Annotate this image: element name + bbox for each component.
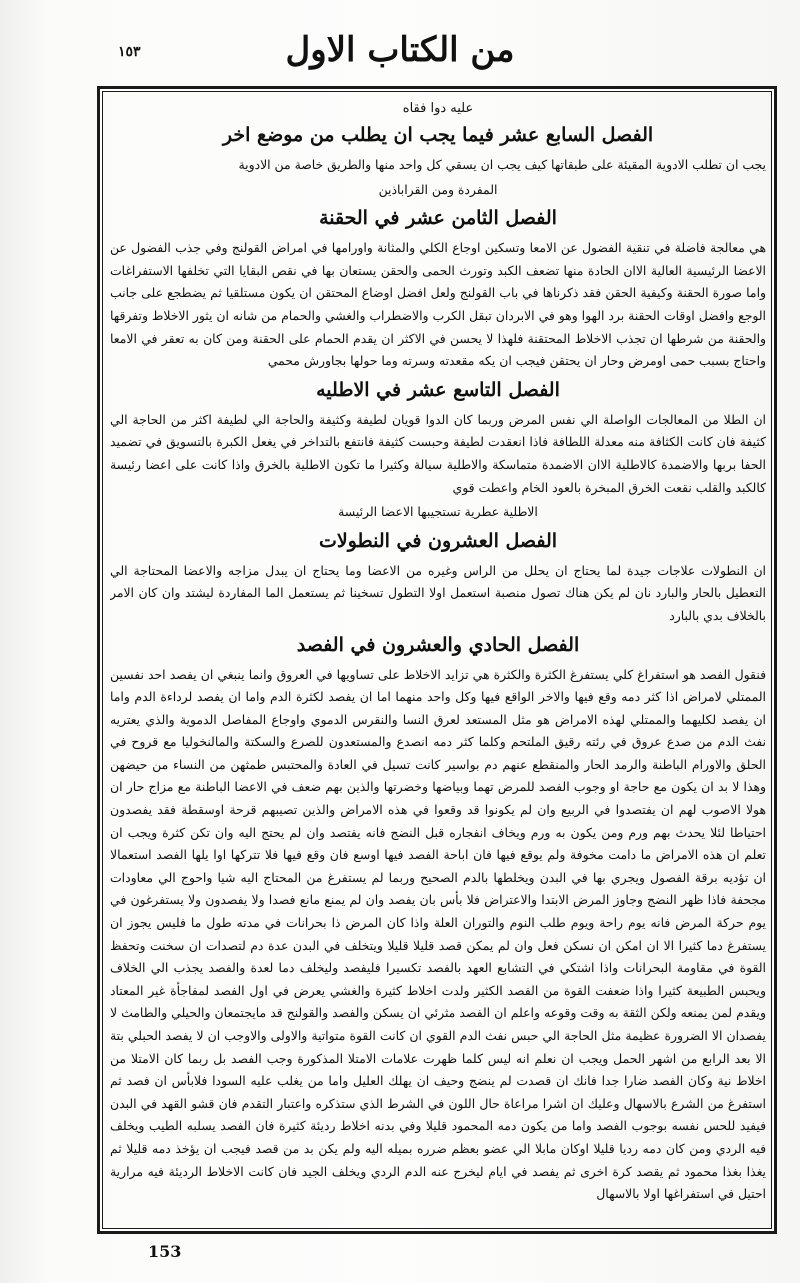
section-heading: الفصل الثامن عشر في الحقنة: [319, 207, 557, 230]
running-head: من الكتاب الاول: [285, 30, 515, 70]
catchword: عليه دوا فقاه: [402, 101, 474, 116]
bottom-folio: 153: [148, 1242, 182, 1261]
paragraph: هي معالجة فاضلة في تنقية الفضول عن الامعا وتسكين اوجاع الكلي والمثانة واورامها في امراض القولنج وفي جذب الفضول عن الاعضا الرئيسية العالية الاان الحادة منها تضعف الكبد وتورث الحمى والحقن يستعان بها في نقص البقايا التي تخلفها الاستفراغات واما صورة الحقنة وكيفية الحقن فقد ذكرناها في باب القولنج ولعل افضل اوضاع المحتقن ان يكون مستلقيا ثم يضطجع على جانب الوجع وافضل اوقات الحقنة برد الهوا وهو في الابردان تبقل الكرب والاضطراب والغشي والحمام من شانه ان يثور الاخلاط وتفرقها والحقنة من شرطها ان تجذب الاخلاط المحتقنة فلهذا لا يحسن في الاكثر ان يقدم الحمام على الحقنة ومن كان به تعقر في الامعا واحتاج بسبب حمى اومرض وحار ان يحتقن فيجب ان يكه مقعدته وسرته وما حولها بجاورش محمي: [110, 240, 766, 369]
section-heading: الفصل السابع عشر فيما يجب ان يطلب من موضع اخر: [222, 124, 654, 146]
paragraph: ان الطلا من المعالجات الواصلة الي نفس المرض وربما كان الدوا قويان لطيفة وكثيفة والحاجة الي لطيفة اكثر من الحاجة الي كثيفة فان كانت الكثافة منه معدلة اللطافة فاذا انعقدت لطيفة وحبست كثيفة فانتفع بالتداخر في يغعل الكبرة بالتسويق في تضميد الحفا بربها والاضمدة كالاطلية الاان الاضمدة متماسكة والاطلية سيالة وكثيرا ما تكون الاطلية بالخرق واذا كانت على اعضا رئيسة كالكبد والقلب نقعت الخرق المبخرة بالعود الخام واعطت قوي: [110, 411, 766, 495]
section-18: [110, 203, 766, 373]
paragraph: الاطلية عطرية تستجيبها الاعضا الرئيسة: [338, 504, 538, 520]
section-heading: الفصل التاسع عشر في الاطليه: [316, 378, 560, 401]
top-folio: ١٥٣: [118, 44, 141, 60]
paragraph: يجب ان تطلب الادوية المقيئة على طبقاتها كيف يجب ان يسقي كل واحد منها والطريق خاصة من الادوية: [238, 157, 766, 172]
text-block: [110, 100, 766, 1228]
section-20: [110, 526, 766, 628]
paragraph: المفردة ومن القراباذين: [378, 181, 498, 197]
section-17: [110, 120, 766, 201]
section-heading: الفصل العشرون في النطولات: [318, 529, 558, 552]
paragraph: ان النطولات علاجات جيدة لما يحتاج ان يحلل من الراس وغيره من الاعضا وما يحتاج ان يبدل مزاجه والاعضا المحتاجة الي التعطيل بالحار والبارد نان لم يكن هناك تصول منصبة استعمل اولا التطول تسخينا ثم يستعمل الما المفاردة ليشتد وان كان الامر بالخلاف بدي بالبارد: [110, 562, 766, 623]
section-19: [110, 375, 766, 524]
paragraph: فنقول الفصد هو استفراغ كلي يستفرغ الكثرة والكثرة هي تزايد الاخلاط على تساويها في العروق وانما ينبغي ان يفصد احد نفسين الممتلي لامراض اذا كثر دمه وقع فيها والاخر الواقع فيها وكل واحد منهما اما ان يفصد لكثرة الدم واما ان يفصد لرداءة الدم واما ان يفصد لكليهما والممتلي لهذه الامراض هو مثل المستعد لعرق النسا والنقرس الدموي واوجاع المفاصل الدموية والذي يعتريه نفث الدم من صدع عروق في رئته رقيق الملتحم وكلما كثر دمه انصدع والمستعدون للصرع والسكتة والمالنخوليا مع قروح في الحلق والاورام الباطنة والرمد الحار والمنقطع عنهم دم بواسير كانت تسيل في العادة والمحتبس طمثهن من النساء من حيضهن وهذا لا بد ان يكون مع حاجة او وجوب الفصد للمرض تهما وبياضها وخضرتها والذين بهم ضعف في الاعضا الباطنة مع مزاج حار ان هولا الاصوب لهم ان يفتصدوا في الربيع وان لم يكونوا قد وقعوا في هذه الامراض والذين تصيبهم قرحة اوسقطة فقد يفصدون احتياطا لئلا يحدث بهم ورم ومن يكون به ورم ويخاف انفجاره قبل النضج فانه يفتصد وان لم يحتج اليه وان تكن كثرة ويجب ان تعلم ان هذه الامراض ما دامت مخوفة ولم يوقع فيها فان اباحة الفصد فيها اوسع فان وقع فيها فلا تتركها اوا يلها الفصد استعمالا ان تؤديه برقة الفصول ويجري بها في البدن ويخلطها بالدم الصحيح وربما لم يستفرغ من المحتاج اليه شيا واحوج الي معاودات مجحفة فاذا ظهر النضج وجاوز المرض الابتدا والاعتراض فلا بأس بان يفصد وان لم يمنع مانع فصدا ولا يفصدون ولا يستفرغون في يوم حركة المرض فانه يوم راحة ويوم طلب النوم والتوران العلة واذا كان المرض ذا بحرانات في مدته طول ما فليس يجوز ان يستفرغ دما كثيرا الا ان امكن ان نسكن فعل وان لم يمكن قصد قليلا قليلا ويتخلف في البدن عدة دم لتصدات ان سخنت وتحفظ القوة في مقاومة البحرانات واذا اشتكي في التشابع العهد بالفصد تكسيرا فليفصد وليخلف دما لعدة والفصد يجذب الي الخلاف ويحبس الطبيعة كثيرا واذا ضعفت القوة من الفصد الكثير ولدت اخلاط كثيرة والغشي يعرض في اول الفصد لمفاجأة غير المعتاد ويقدم لمن يمنعه ولكن الثقة به وقت وقوعه واعلم ان الفصد مثرئي ان يسكن والفصد والقولنج قد مايجتمعان والحيلي والطامث لا يفصدان الا الضرورة عظيمة مثل الحاجة الي حبس نفث الدم القوي ان كانت القوة متواتية والاولى والاوجب ان لا يفصد الحبلي بتة الا بعد الرابع من اشهر الحمل ويجب ان نعلم انه ليس كلما ظهرت علامات الامتلا المذكورة وجب الفصد بل ربما كان الامتلا من اخلاط نية وكان الفصد ضارا جدا فانك ان قصدت لم ينضج وحيف ان يهلك العليل واما من يغلب عليه السودا فلابأس ان فصد ثم استفرغ من الشرع بالاسهال وعليك ان اشرا مراعاة حال اللون في الشرط الذي ستذكره واعتبار التقدم فان قشو القهد في البدن فيفيد للحس نفسه بوجوب الفصد واما من يكون دمه المحمود قليلا وفي بدنه اخلاط رديئة كثيرة فان الفصد يسلبه الطيب ويخلف فيه الردي ومن كان دمه رديا قليلا اوكان مابلا الي عضو بعظم ضرره بميله اليه ولم يكن بد من قصد فيجب ان يؤخذ دمه قليلا ثم يغذا بغذا محمود ثم يقصد كرة اخرى ثم يفصد في ايام ليخرج عنه الدم الردي ويخلف الجيد فان كانت الاخلاط الرديئة فيه مرارية احتيل في استفراغها اولا بالاسهال: [110, 666, 766, 1202]
section-heading: الفصل الحادي والعشرون في الفصد: [296, 633, 580, 656]
section-21: [110, 630, 766, 1206]
